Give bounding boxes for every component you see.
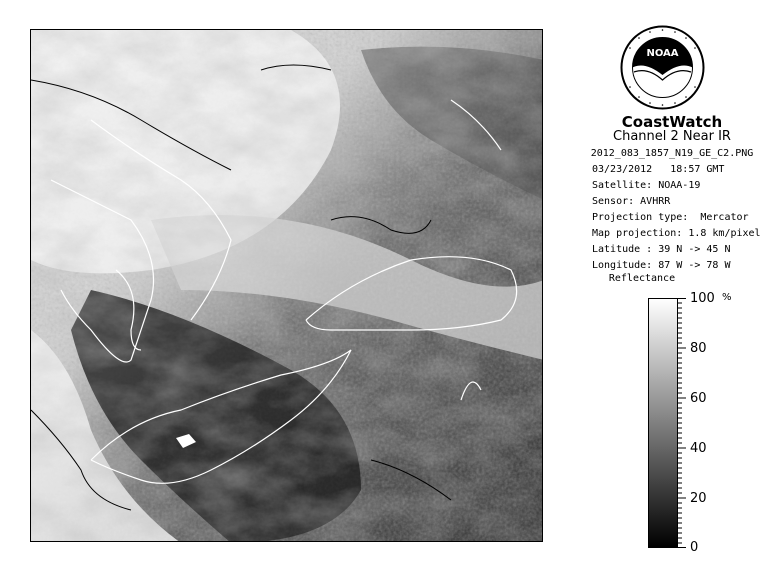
map-projection: Map projection: 1.8 km/pixel [592, 228, 761, 239]
file-name: 2012_083_1857_N19_GE_C2.PNG [590, 148, 754, 159]
scale-unit: % [722, 292, 732, 303]
tick-label-80: 80 [690, 341, 707, 356]
date-time: 03/23/2012 18:57 GMT [592, 164, 725, 175]
tick-label-100: 100 [690, 291, 715, 306]
tick-label-40: 40 [690, 441, 707, 456]
reflectance-label: Reflectance [608, 273, 676, 284]
sensor-info: Sensor: AVHRR [592, 196, 671, 207]
tick-label-60: 60 [690, 391, 707, 406]
tick-label-20: 20 [690, 491, 707, 506]
satellite-image [30, 29, 543, 542]
logo-text: NOAA [646, 48, 679, 59]
projection-type: Projection type: Mercator [592, 212, 749, 223]
longitude-range: Longitude: 87 W -> 78 W [592, 260, 731, 271]
channel-subtitle: Channel 2 Near IR [613, 129, 731, 144]
product-title: CoastWatch [621, 113, 723, 131]
reflectance-colorbar [648, 298, 678, 548]
noaa-logo [620, 25, 705, 110]
latitude-range: Latitude : 39 N -> 45 N [592, 244, 731, 255]
colorbar-ticks [678, 298, 758, 548]
tick-label-0: 0 [690, 540, 699, 555]
satellite-info: Satellite: NOAA-19 [592, 180, 701, 191]
